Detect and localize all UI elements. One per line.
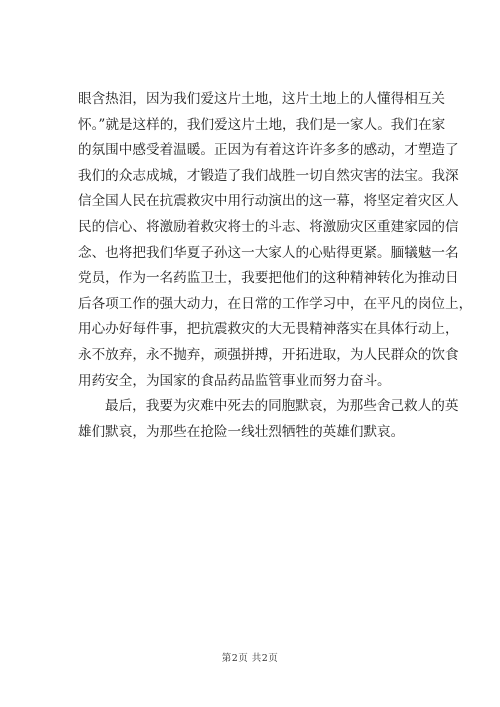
text-line: 眼含热泪，因为我们爱这片土地，这片土地上的人懂得相互关 [78, 91, 446, 107]
text-line: 最后，我要为灾难中死去的同胞默哀，为那些舍己救人的英 [105, 398, 459, 415]
text-line: 永不放弃，永不抛弃，顽强拼搏，开拓进取，为人民群众的饮食 [78, 346, 459, 363]
page-number-footer: 第2页 共2页 [221, 653, 279, 664]
body-text [78, 87, 473, 445]
text-line: 雄们默哀，为那些在抢险一线壮烈牺牲的英雄们默哀。 [78, 423, 405, 440]
text-line: 用药安全，为国家的食品药品监管事业而努力奋斗。 [78, 372, 391, 389]
text-line: 怀。”就是这样的，我们爱这片土地，我们是一家人。我们在家 [78, 116, 446, 133]
text-line: 我们的众志成城，才锻造了我们战胜一切自然灾害的法宝。我深 [78, 167, 459, 184]
text-line: 后各项工作的强大动力，在日常的工作学习中，在平凡的岗位上， [78, 295, 473, 312]
text-line: 的氛围中感受着温暖。正因为有着这许许多多的感动，才塑造了 [78, 142, 459, 159]
text-line: 念、也将把我们华夏子孙这一大家人的心贴得更紧。腼犠鬾一名 [78, 244, 459, 261]
text-line: 民的信心、将激励着救灾将士的斗志、将激励灾区重建家园的信 [78, 218, 459, 235]
text-line: 用心办好每件事，把抗震救灾的大无畏精神落实在具体行动上， [78, 321, 459, 338]
text-line: 信全国人民在抗震救灾中用行动演出的这一幕，将坚定着灾区人 [78, 193, 459, 210]
text-line: 党员，作为一名药监卫士，我要把他们的这种精神转化为推动日 [78, 270, 459, 287]
